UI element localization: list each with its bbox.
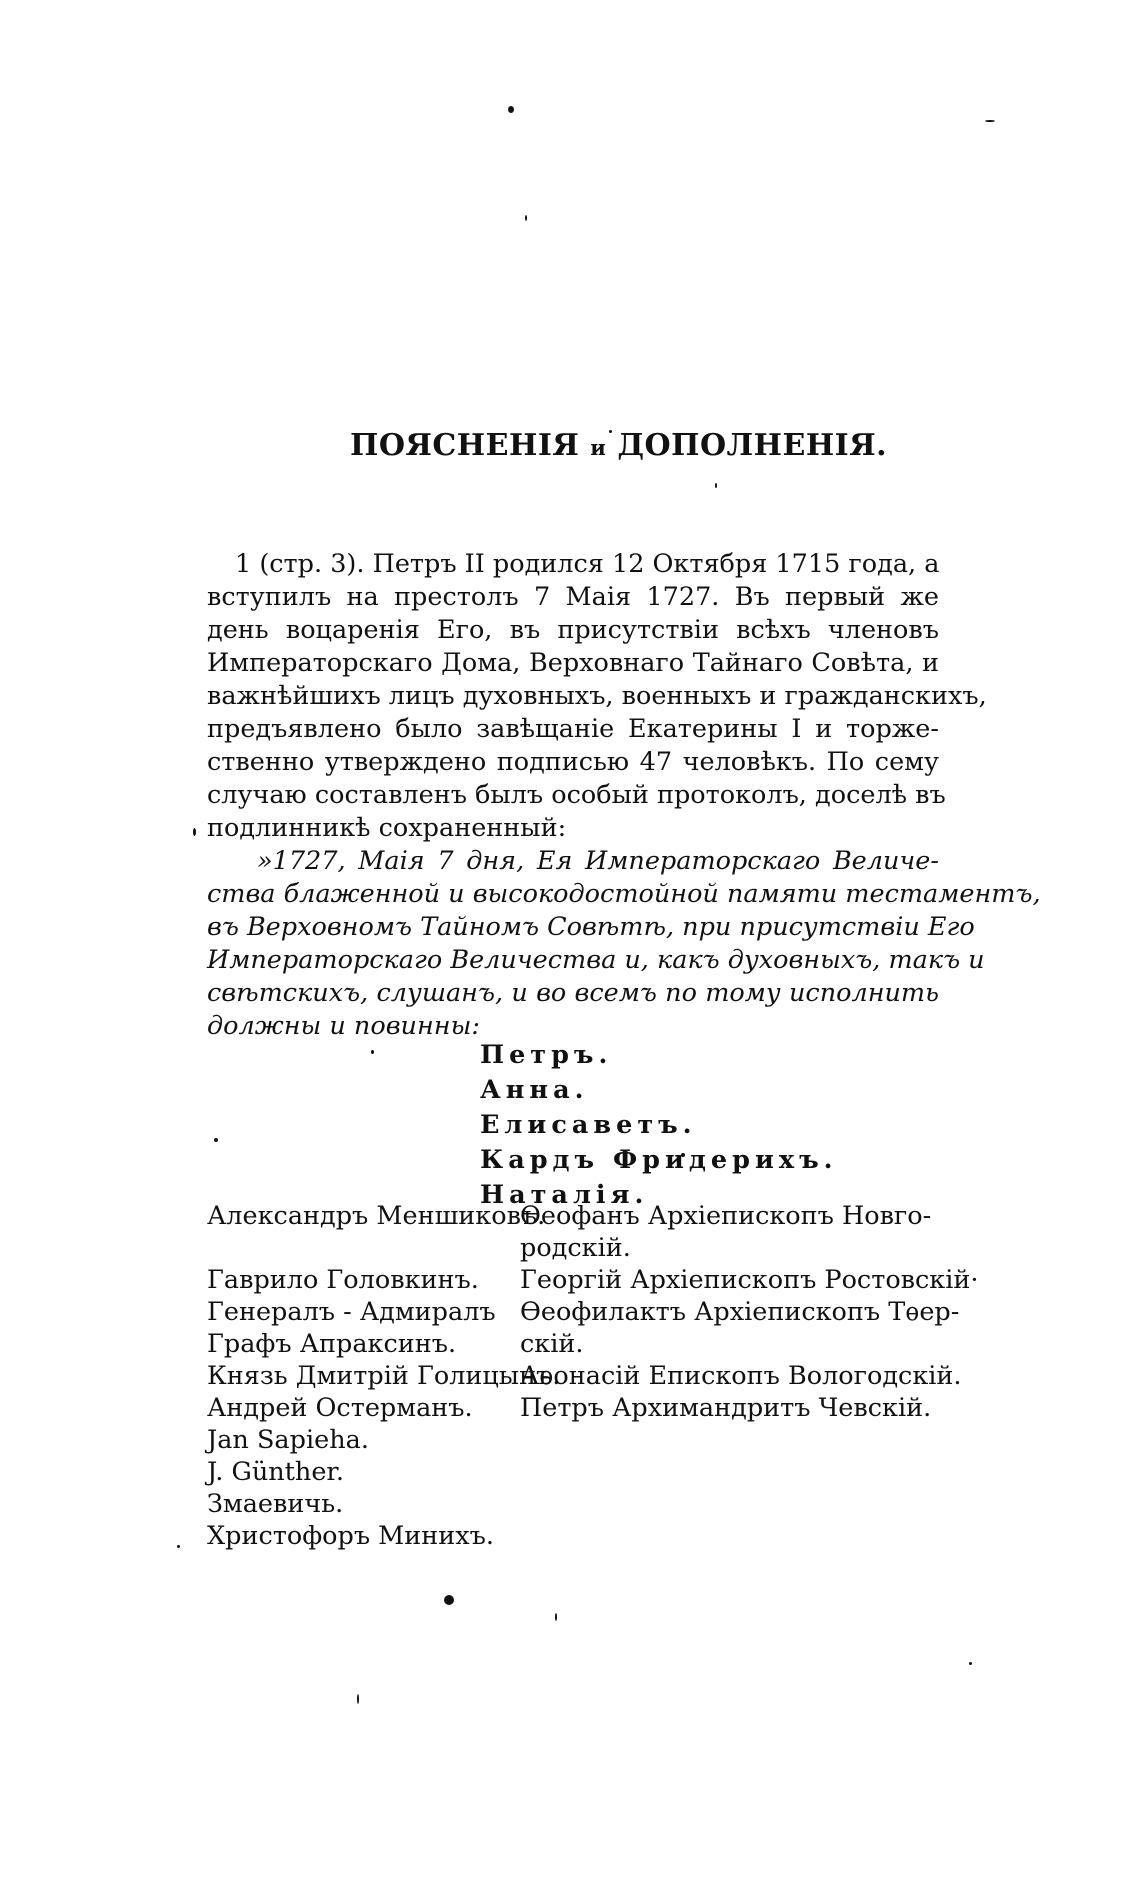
- signatory: скій.: [520, 1329, 584, 1359]
- signatory: Графъ Апраксинъ.: [207, 1329, 457, 1359]
- scan-speck: [525, 215, 527, 221]
- signatory: Jan Sapieha.: [207, 1425, 369, 1455]
- signatory: Петръ Архимандритъ Чевскій.: [520, 1393, 932, 1423]
- scan-speck: [969, 1662, 972, 1665]
- signatory: Князь Дмитрій Голицынъ.: [207, 1361, 561, 1391]
- paragraph-line: 1 (стр. 3). Петръ II родился 12 Октября 1715 года, а: [235, 549, 940, 579]
- quote-line: должны и повинны:: [207, 1011, 480, 1041]
- signatory: Ѳеофилактъ Архіепископъ Тѳер-: [520, 1297, 960, 1327]
- signatory: Аѳонасій Епископъ Вологодскій.: [520, 1361, 962, 1391]
- quote-line: въ Верховномъ Тайномъ Совѣтѣ, при присутствіи Его: [207, 912, 975, 942]
- paragraph-line: важнѣйшихъ лицъ духовныхъ, военныхъ и гражданскихъ,: [207, 681, 987, 711]
- protocol-quote: [207, 845, 1041, 1043]
- title-part1: ПОЯСНЕНІЯ: [350, 428, 580, 463]
- signatory: Александръ Меншиковъ.: [207, 1201, 546, 1231]
- scan-speck: [371, 1050, 374, 1054]
- title-part2: ДОПОЛНЕНІЯ.: [617, 428, 888, 463]
- quote-line: свѣтскихъ, слушанъ, и во всемъ по тому исполнить: [207, 978, 939, 1008]
- note-paragraph: [207, 548, 987, 845]
- signatory: Ѳеофанъ Архіепископъ Новго-: [520, 1201, 932, 1231]
- scan-speck: [357, 1694, 359, 1704]
- paragraph-line: вступилъ на престолъ 7 Маія 1727. Въ первый же: [207, 582, 939, 612]
- page-title: [350, 428, 888, 463]
- paragraph-line: предъявлено было завѣщаніе Екатерины I и торже-: [207, 714, 939, 744]
- signatory: родскій.: [520, 1233, 631, 1263]
- scan-speck: [193, 828, 196, 836]
- royal-signature: Наталія.: [480, 1180, 649, 1210]
- signatory: Христофоръ Минихъ.: [207, 1521, 494, 1551]
- title-conjunction: и: [590, 435, 607, 460]
- signatory: Георгій Архіепископъ Ростовскій·: [520, 1265, 979, 1295]
- scan-speck: [715, 483, 717, 488]
- paragraph-line: случаю составленъ былъ особый протоколъ, доселѣ въ: [207, 780, 946, 810]
- paragraph-line: Императорскаго Дома, Верховнаго Тайнаго Совѣта, и: [207, 648, 939, 678]
- scan-speck: [985, 120, 995, 122]
- scan-speck: [214, 1138, 218, 1142]
- signatory: [207, 1232, 560, 1264]
- scan-speck: [444, 1595, 454, 1605]
- scan-speck: [177, 1545, 180, 1548]
- scan-speck: [555, 1613, 557, 1621]
- royal-signature: Елисаветъ.: [480, 1110, 697, 1140]
- signatory: Гаврило Головкинъ.: [207, 1265, 479, 1295]
- signatory: Змаевичь.: [207, 1489, 344, 1519]
- paragraph-line: подлинникѣ сохраненный:: [207, 813, 567, 843]
- signatory: Генералъ - Адмиралъ: [207, 1297, 496, 1327]
- right-signatories: [520, 1200, 979, 1424]
- royal-signature: Петръ.: [480, 1040, 613, 1070]
- signatory: J. Günther.: [207, 1457, 344, 1487]
- left-signatories: [207, 1200, 560, 1552]
- quote-line: »1727, Маія 7 дня, Ея Императорскаго Величе-: [257, 846, 939, 876]
- paragraph-line: ственно утверждено подписью 47 человѣкъ. По сему: [207, 747, 939, 777]
- royal-signature: Кардъ Фридерихъ.: [480, 1145, 838, 1175]
- quote-line: ства блаженной и высокодостойной памяти тестаментъ,: [207, 879, 1041, 909]
- royal-signature: Анна.: [480, 1075, 589, 1105]
- signatory: Андрей Остерманъ.: [207, 1393, 473, 1423]
- paragraph-line: день воцаренія Его, въ присутствіи всѣхъ членовъ: [207, 615, 939, 645]
- quote-line: Императорскаго Величества и, какъ духовныхъ, такъ и: [207, 945, 985, 975]
- scan-speck: [508, 106, 514, 113]
